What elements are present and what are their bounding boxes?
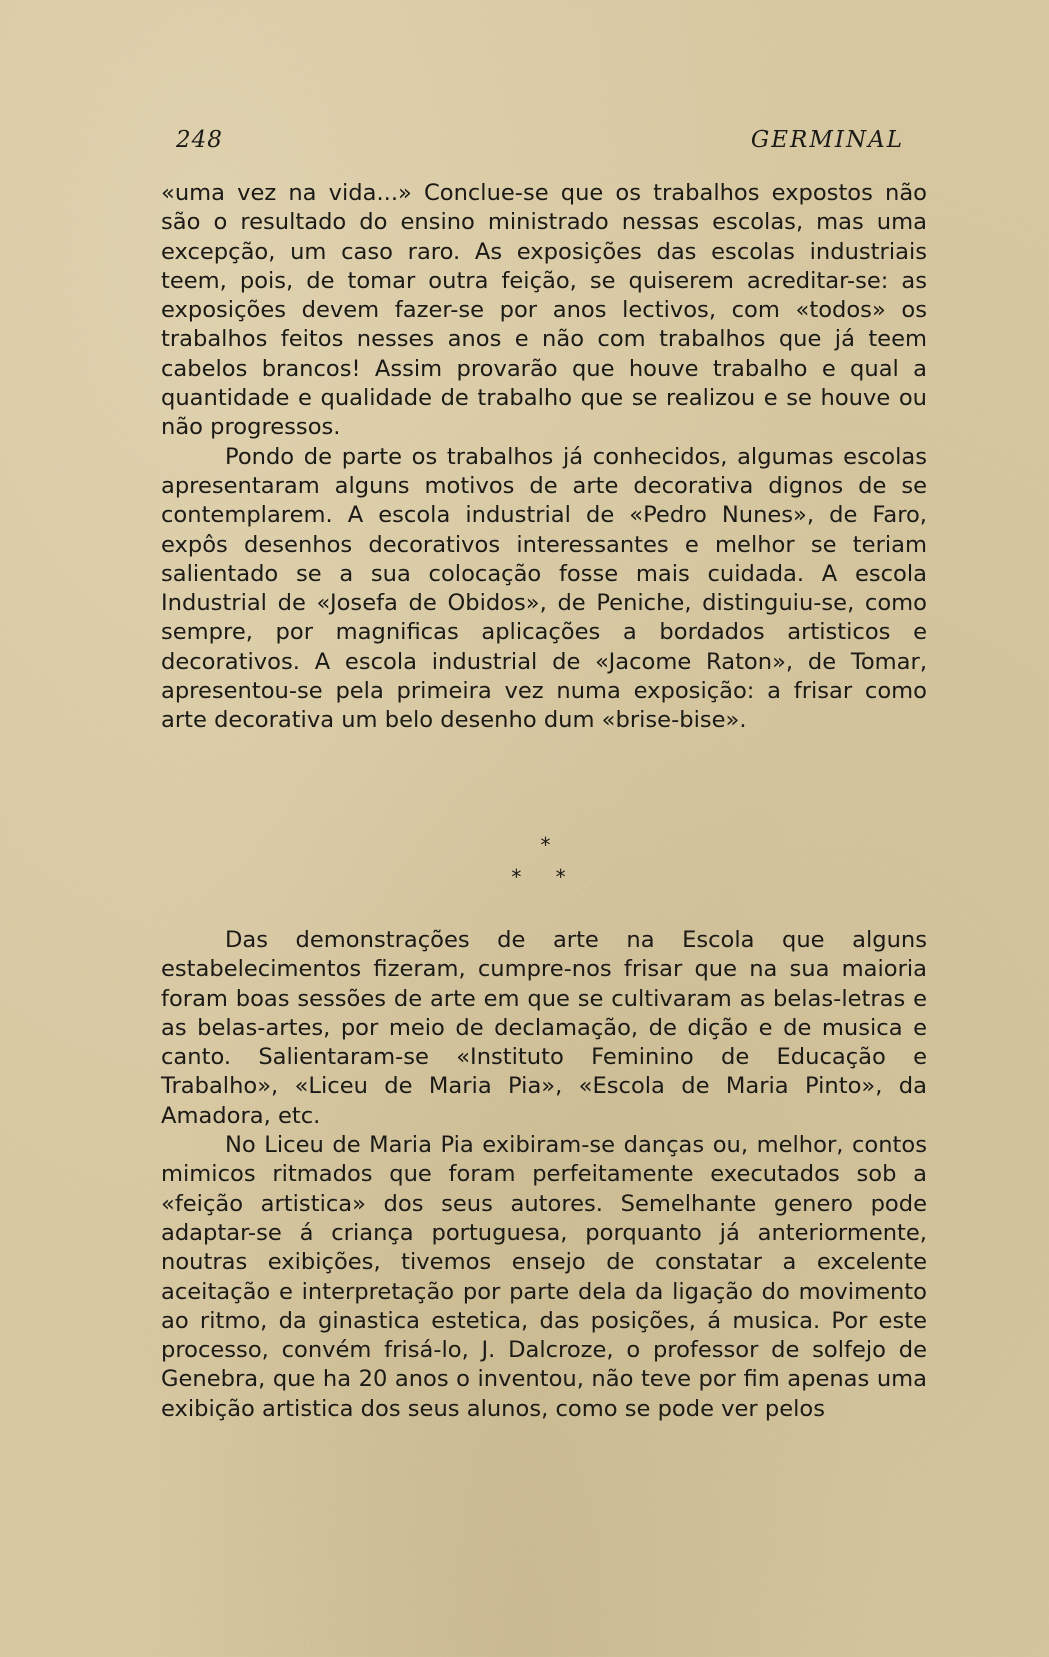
paragraph: No Liceu de Maria Pia exibiram-se danças ou, melhor, contos mimicos ritmados que foram perfeitamente executados sob a «feição artistica» dos seus autores. Semelhante genero pode adaptar-se á criança portuguesa, porquanto já anteriormente, noutras exibições, tivemos ensejo de constatar a excelente aceitação e interpretação por parte dela da ligação do movimento ao ritmo, da ginastica estetica, das posições, á musica. Por este processo, convém frisá-lo, J. Dalcroze, o professor de solfejo de Genebra, que ha 20 anos o inventou, não teve por fim apenas uma exibição artistica dos seus alunos, como se pode ver pelos: [161, 1132, 927, 1422]
page-number: 248: [176, 127, 223, 153]
section-separator-top: *: [540, 833, 551, 857]
paragraph: Pondo de parte os trabalhos já conhecidos, algumas escolas apresentaram alguns motivos de arte decorativa dignos de se contemplarem. A escola industrial de «Pedro Nunes», de Faro, expôs desenhos decorativos interessantes e melhor se teriam salientado se a sua colocação fosse mais cuidada. A escola Industrial de «Josefa de Obidos», de Peniche, distinguiu-se, como sempre, por magnificas aplicações a bordados artisticos e decorativos. A escola industrial de «Jacome Raton», de Tomar, apresentou-se pela primeira vez numa exposição: a frisar como arte decorativa um belo desenho dum «brise-bise».: [161, 443, 927, 734]
page-header: [176, 127, 904, 159]
section-2-text: [161, 926, 927, 1424]
paragraph: «uma vez na vida...» Conclue-se que os trabalhos expostos não são o resultado do ensino ministrado nessas escolas, mas uma excepção, um caso raro. As exposições das escolas industriais teem, pois, de tomar outra feição, se quiserem acreditar-se: as exposições devem fazer-se por anos lectivos, com «todos» os trabalhos feitos nesses anos e não com trabalhos que já teem cabelos brancos! Assim provarão que houve trabalho e qual a quantidade e qualidade de trabalho que se realizou e se houve ou não progressos.: [161, 180, 927, 441]
paragraph: Das demonstrações de arte na Escola que alguns estabelecimentos fizeram, cumpre-nos frisar que na sua maioria foram boas sessões de arte em que se cultivaram as belas-letras e as belas-artes, por meio de declamação, de dição e de musica e canto. Salientaram-se «Instituto Feminino de Educação e Trabalho», «Liceu de Maria Pia», «Escola de Maria Pinto», da Amadora, etc.: [161, 927, 927, 1129]
section-separator-bottom: * *: [511, 865, 580, 889]
running-title: GERMINAL: [750, 127, 904, 153]
section-1-text: [161, 179, 927, 736]
